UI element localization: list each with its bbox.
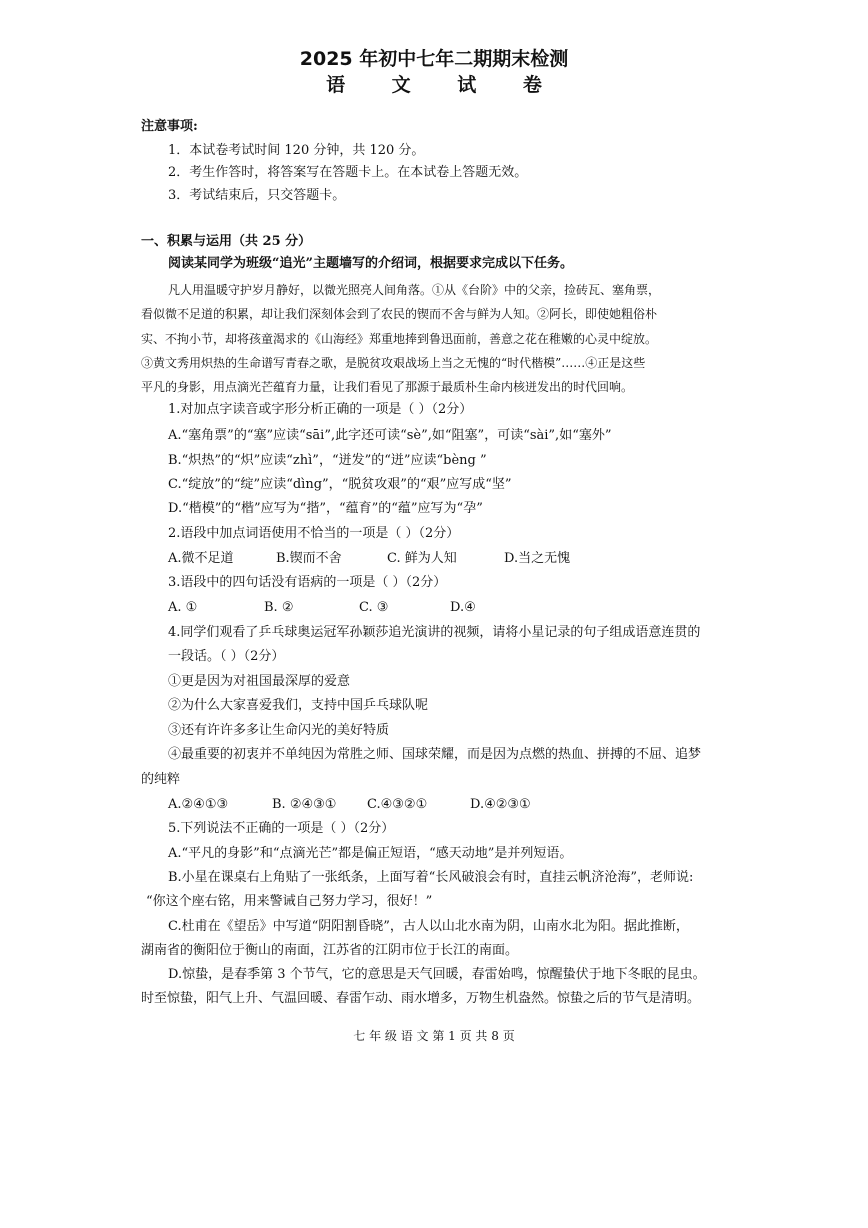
question-2-option-c: C. 鲜为人知 <box>387 551 457 566</box>
question-2-option-a: A.微不足道 <box>168 551 234 566</box>
question-4-sentence: ③还有许许多多让生命闪光的美好特质 <box>168 723 390 738</box>
question-5-option-c: C.杜甫在《望岳》中写道“阴阳割昏晓”，古人以山北水南为阴，山南水北为阳。据此推断， <box>168 919 689 934</box>
exam-subtitle: 语 文 试 卷 <box>326 74 562 96</box>
notice-item: 2．考生作答时，将答案写在答题卡上。在本试卷上答题无效。 <box>168 165 528 180</box>
section-heading: 一、积累与运用（共 25 分） <box>141 234 312 249</box>
question-4-sentence: ④最重要的初衷并不单纯因为常胜之师、国球荣耀，而是因为点燃的热血、拼搏的不屈、追梦 <box>168 747 702 762</box>
question-4-option-b: B. ②④③① <box>272 797 337 812</box>
question-5-option-a: A.“平凡的身影”和“点滴光芒”都是偏正短语，“感天动地”是并列短语。 <box>168 846 573 861</box>
exam-title: 2025 年初中七年二期期末检测 <box>299 48 569 70</box>
notice-item: 1．本试卷考试时间 120 分钟，共 120 分。 <box>168 143 425 158</box>
question-5-option-d: D.惊蛰，是春季第 3 个节气，它的意思是天气回暖，春雷始鸣，惊醒蛰伏于地下冬眠的昆虫。 <box>168 967 706 982</box>
question-4-sentence: ②为什么大家喜爱我们，支持中国乒乓球队呢 <box>168 698 429 713</box>
question-4-sentence-cont: 的纯粹 <box>141 772 181 787</box>
question-3-option-a: A. ① <box>168 600 198 615</box>
question-1-option-b: B.“炽热”的“炽”应读“zhì”，“迸发”的“迸”应读“bèng ” <box>168 453 487 468</box>
question-5-option-b: B.小星在课桌右上角贴了一张纸条，上面写着“长风破浪会有时，直挂云帆济沧海”，老师说: <box>168 870 694 885</box>
question-2-option-b: B.锲而不舍 <box>276 551 342 566</box>
question-2-option-d: D.当之无愧 <box>504 551 571 566</box>
passage-line: 看似微不足道的积累，却让我们深刻体会到了农民的锲而不舍与鲜为人知。②阿长，即使她粗俗朴 <box>141 307 658 321</box>
question-3-option-b: B. ② <box>264 600 294 615</box>
question-5-option-d-cont: 时至惊蛰，阳气上升、气温回暖、春雷乍动、雨水增多，万物生机盎然。惊蛰之后的节气是清明。 <box>141 991 701 1006</box>
question-4-option-d: D.④②③① <box>470 797 531 812</box>
passage-line: 平凡的身影，用点滴光芒蕴育力量，让我们看见了那源于最质朴生命内核迸发出的时代回响。 <box>141 380 634 394</box>
question-1-option-a: A.“塞角票”的“塞”应读“sāi”,此字还可读“sè”,如“阻塞”，可读“sài”,如“塞外” <box>168 428 612 443</box>
question-2-stem: 2.语段中加点词语使用不恰当的一项是（ ）（2分） <box>168 526 460 541</box>
question-1-option-c: C.“绽放”的“绽”应读“dìng”，“脱贫攻艰”的“艰”应写成“坚” <box>168 477 512 492</box>
question-1-option-d: D.“楷模”的“楷”应写为“揩”，“蕴育”的“蕴”应写为“孕” <box>168 501 483 516</box>
question-3-stem: 3.语段中的四句话没有语病的一项是（ ）（2分） <box>168 575 447 590</box>
question-4-stem-cont: 一段话。（ ）（2分） <box>168 649 285 664</box>
passage-line: 实、不拘小节，却将孩童渴求的《山海经》郑重地捧到鲁迅面前，善意之花在稚嫩的心灵中绽放。 <box>141 332 658 346</box>
question-4-sentence: ①更是因为对祖国最深厚的爱意 <box>168 674 351 689</box>
question-4-option-c: C.④③②① <box>367 797 428 812</box>
question-4-option-a: A.②④①③ <box>168 797 229 812</box>
passage-line: 凡人用温暖守护岁月静好，以微光照亮人间角落。①从《台阶》中的父亲，捡砖瓦、塞角票， <box>168 283 661 297</box>
question-3-option-d: D.④ <box>450 600 476 615</box>
question-5-stem: 5.下列说法不正确的一项是（ ）（2分） <box>168 821 395 836</box>
notice-heading: 注意事项: <box>141 119 198 134</box>
question-5-option-c-cont: 湖南省的衡阳位于衡山的南面，江苏省的江阴市位于长江的南面。 <box>141 943 519 958</box>
question-1-stem: 1.对加点字读音或字形分析正确的一项是（ ）（2分） <box>168 402 473 417</box>
page-footer: 七 年 级 语 文 第 1 页 共 8 页 <box>353 1029 515 1043</box>
notice-item: 3．考试结束后，只交答题卡。 <box>168 188 346 203</box>
question-3-option-c: C. ③ <box>359 600 389 615</box>
question-5-option-b-cont: “你这个座右铭，用来警诫自己努力学习，很好！” <box>146 894 433 909</box>
question-4-stem: 4.同学们观看了乒乓球奥运冠军孙颖莎追光演讲的视频，请将小星记录的句子组成语意连贯的 <box>168 625 701 640</box>
passage-line: ③黄文秀用炽热的生命谱写青春之歌，是脱贫攻艰战场上当之无愧的“时代楷模”……④正是这些 <box>141 356 646 370</box>
section-intro: 阅读某同学为班级“追光”主题墙写的介绍词，根据要求完成以下任务。 <box>168 256 573 271</box>
